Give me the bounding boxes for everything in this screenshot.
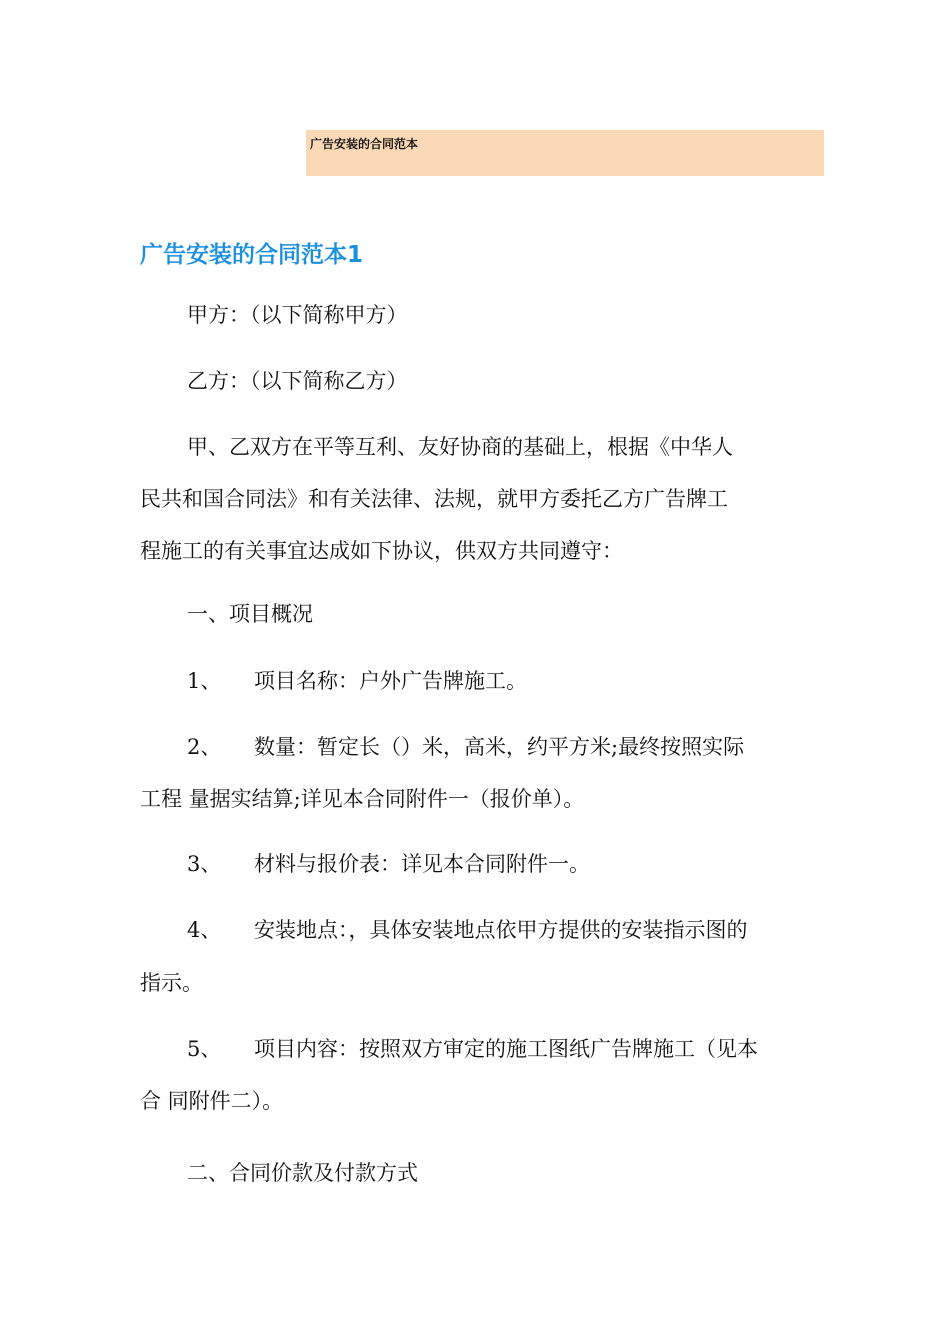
item-5-continuation: 合 同附件二）。 [140, 1089, 284, 1113]
item-number: 5、 [187, 1037, 222, 1061]
item-1 [187, 664, 527, 698]
intro-line-1: 甲、乙双方在平等互利、友好协商的基础上，根据《中华人 [187, 435, 733, 459]
item-text: 安装地点：，具体安装地点依甲方提供的安装指示图的 [254, 918, 748, 942]
party-a-line: 甲方：（以下简称甲方） [187, 303, 408, 327]
section-2-title: 二、合同价款及付款方式 [187, 1161, 418, 1185]
item-4 [187, 913, 748, 947]
item-5 [187, 1032, 758, 1066]
item-number: 4、 [187, 918, 222, 942]
section-1-title: 一、项目概况 [187, 602, 313, 626]
party-b-line: 乙方：（以下简称乙方） [187, 369, 408, 393]
item-text: 项目内容：按照双方审定的施工图纸广告牌施工（见本 [254, 1037, 758, 1061]
item-2-continuation: 工程 量据实结算;详见本合同附件一（报价单）。 [140, 787, 585, 811]
document-header-title: 广告安装的合同范本 [310, 137, 419, 151]
item-number: 1、 [187, 669, 222, 693]
item-number: 3、 [187, 852, 222, 876]
item-4-continuation: 指示。 [140, 971, 203, 995]
intro-line-3: 程施工的有关事宜达成如下协议，供双方共同遵守： [140, 539, 623, 563]
item-text: 项目名称：户外广告牌施工。 [254, 669, 527, 693]
document-header-band [306, 130, 824, 176]
item-text: 数量：暂定长（）米，高米，约平方米;最终按照实际 [254, 735, 745, 759]
contract-heading: 广告安装的合同范本1 [140, 242, 364, 268]
item-number: 2、 [187, 735, 222, 759]
item-text: 材料与报价表：详见本合同附件一。 [254, 852, 590, 876]
intro-line-2: 民共和国合同法》和有关法律、法规，就甲方委托乙方广告牌工 [140, 487, 728, 511]
item-3 [187, 847, 590, 881]
item-2 [187, 730, 744, 764]
